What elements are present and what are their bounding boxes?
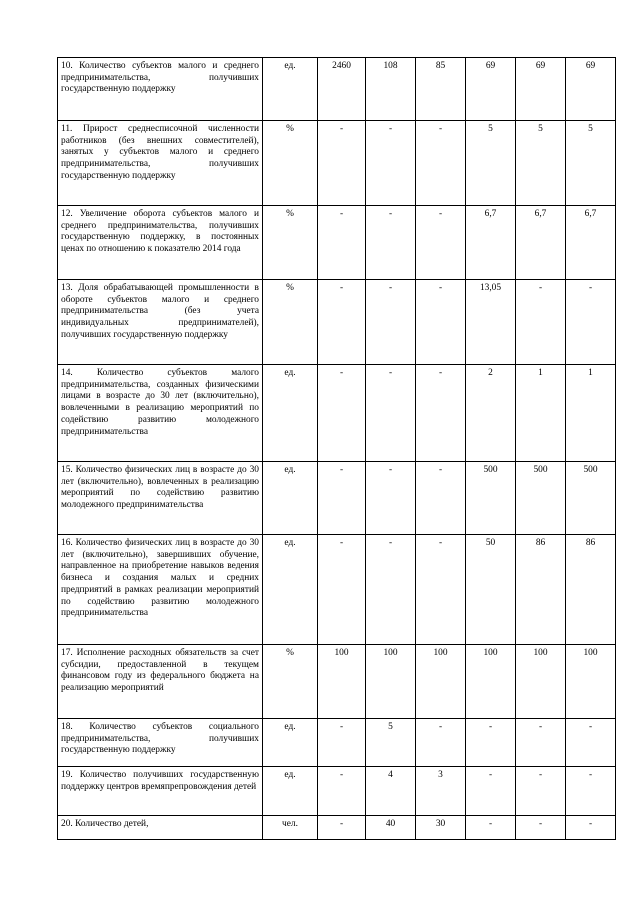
value-cell: - xyxy=(318,719,366,767)
indicator-name: 16. Количество физических лиц в возрасте до 30 лет (включительно), завершивших обучение, направленное на приобретение навыков ведения бизнеса и создания малых и средних предприятий в рамках реализации мероприятий по содействию развитию молодежного предпринимательства xyxy=(58,535,263,645)
value-cell: 86 xyxy=(566,535,616,645)
unit-cell: ед. xyxy=(263,365,318,462)
value-cell: - xyxy=(366,280,416,365)
value-cell: 5 xyxy=(466,121,516,206)
unit-cell: чел. xyxy=(263,816,318,840)
value-cell: - xyxy=(466,767,516,816)
value-cell: - xyxy=(366,121,416,206)
value-cell: - xyxy=(318,206,366,280)
table-row xyxy=(58,206,616,280)
value-cell: - xyxy=(566,816,616,840)
value-cell: 5 xyxy=(566,121,616,206)
value-cell: 69 xyxy=(466,58,516,121)
value-cell: - xyxy=(566,280,616,365)
indicator-name: 14. Количество субъектов малого предпринимательства, созданных физическими лицами в возрасте до 30 лет (включительно), вовлеченными в реализацию мероприятий по содействию развитию молодежного предпринимательства xyxy=(58,365,263,462)
value-cell: - xyxy=(516,719,566,767)
value-cell: - xyxy=(318,365,366,462)
value-cell: - xyxy=(566,767,616,816)
value-cell: 100 xyxy=(466,645,516,719)
unit-cell: ед. xyxy=(263,58,318,121)
table-row xyxy=(58,365,616,462)
value-cell: 6,7 xyxy=(566,206,616,280)
value-cell: 108 xyxy=(366,58,416,121)
indicator-name: 17. Исполнение расходных обязательств за счет субсидии, предоставленной в текущем финансовом году из федерального бюджета на реализацию мероприятий xyxy=(58,645,263,719)
value-cell: 4 xyxy=(366,767,416,816)
value-cell: 6,7 xyxy=(466,206,516,280)
value-cell: - xyxy=(416,719,466,767)
unit-cell: % xyxy=(263,645,318,719)
value-cell: 5 xyxy=(516,121,566,206)
value-cell: - xyxy=(416,535,466,645)
indicator-name: 13. Доля обрабатывающей промышленности в обороте субъектов малого и среднего предпринимательства (без учета индивидуальных предпринимателей), получивших государственную поддержку xyxy=(58,280,263,365)
unit-cell: % xyxy=(263,121,318,206)
value-cell: 69 xyxy=(566,58,616,121)
value-cell: 1 xyxy=(516,365,566,462)
value-cell: 500 xyxy=(466,462,516,535)
value-cell: - xyxy=(318,816,366,840)
indicator-name: 20. Количество детей, xyxy=(58,816,263,840)
table-row xyxy=(58,719,616,767)
value-cell: 100 xyxy=(318,645,366,719)
unit-cell: ед. xyxy=(263,767,318,816)
value-cell: - xyxy=(416,206,466,280)
value-cell: 2460 xyxy=(318,58,366,121)
indicator-name: 18. Количество субъектов социального предпринимательства, получивших государственную поддержку xyxy=(58,719,263,767)
indicators-table xyxy=(57,57,616,840)
value-cell: 69 xyxy=(516,58,566,121)
value-cell: 50 xyxy=(466,535,516,645)
indicator-name: 10. Количество субъектов малого и среднего предпринимательства, получивших государственную поддержку xyxy=(58,58,263,121)
value-cell: - xyxy=(366,206,416,280)
table-row xyxy=(58,535,616,645)
value-cell: - xyxy=(416,365,466,462)
value-cell: 1 xyxy=(566,365,616,462)
value-cell: - xyxy=(516,280,566,365)
value-cell: 5 xyxy=(366,719,416,767)
value-cell: - xyxy=(318,535,366,645)
value-cell: 500 xyxy=(516,462,566,535)
table-row xyxy=(58,767,616,816)
value-cell: - xyxy=(466,816,516,840)
value-cell: 500 xyxy=(566,462,616,535)
table-row xyxy=(58,280,616,365)
table-row xyxy=(58,58,616,121)
value-cell: - xyxy=(318,462,366,535)
value-cell: 13,05 xyxy=(466,280,516,365)
value-cell: 6,7 xyxy=(516,206,566,280)
value-cell: 2 xyxy=(466,365,516,462)
indicator-name: 19. Количество получивших государственную поддержку центров времяпрепровождения детей xyxy=(58,767,263,816)
value-cell: - xyxy=(366,365,416,462)
value-cell: - xyxy=(416,121,466,206)
value-cell: - xyxy=(416,280,466,365)
value-cell: 30 xyxy=(416,816,466,840)
unit-cell: ед. xyxy=(263,719,318,767)
table-row xyxy=(58,816,616,840)
table-row xyxy=(58,645,616,719)
value-cell: - xyxy=(466,719,516,767)
unit-cell: % xyxy=(263,206,318,280)
value-cell: - xyxy=(416,462,466,535)
indicator-name: 15. Количество физических лиц в возрасте до 30 лет (включительно), вовлеченных в реализацию мероприятий по содействию развитию молодежного предпринимательства xyxy=(58,462,263,535)
value-cell: 100 xyxy=(416,645,466,719)
value-cell: - xyxy=(318,767,366,816)
value-cell: 86 xyxy=(516,535,566,645)
value-cell: - xyxy=(516,767,566,816)
unit-cell: ед. xyxy=(263,462,318,535)
value-cell: 100 xyxy=(566,645,616,719)
value-cell: - xyxy=(366,462,416,535)
value-cell: - xyxy=(566,719,616,767)
indicator-name: 12. Увеличение оборота субъектов малого и среднего предпринимательства, получивших государственную поддержку, в постоянных ценах по отношению к показателю 2014 года xyxy=(58,206,263,280)
value-cell: - xyxy=(318,121,366,206)
value-cell: - xyxy=(516,816,566,840)
value-cell: 3 xyxy=(416,767,466,816)
value-cell: - xyxy=(318,280,366,365)
value-cell: 100 xyxy=(516,645,566,719)
unit-cell: ед. xyxy=(263,535,318,645)
value-cell: 40 xyxy=(366,816,416,840)
value-cell: 85 xyxy=(416,58,466,121)
unit-cell: % xyxy=(263,280,318,365)
table-row xyxy=(58,462,616,535)
value-cell: - xyxy=(366,535,416,645)
table-row xyxy=(58,121,616,206)
indicator-name: 11. Прирост среднесписочной численности работников (без внешних совместителей), занятых у субъектов малого и среднего предпринимательства, получивших государственную поддержку xyxy=(58,121,263,206)
value-cell: 100 xyxy=(366,645,416,719)
